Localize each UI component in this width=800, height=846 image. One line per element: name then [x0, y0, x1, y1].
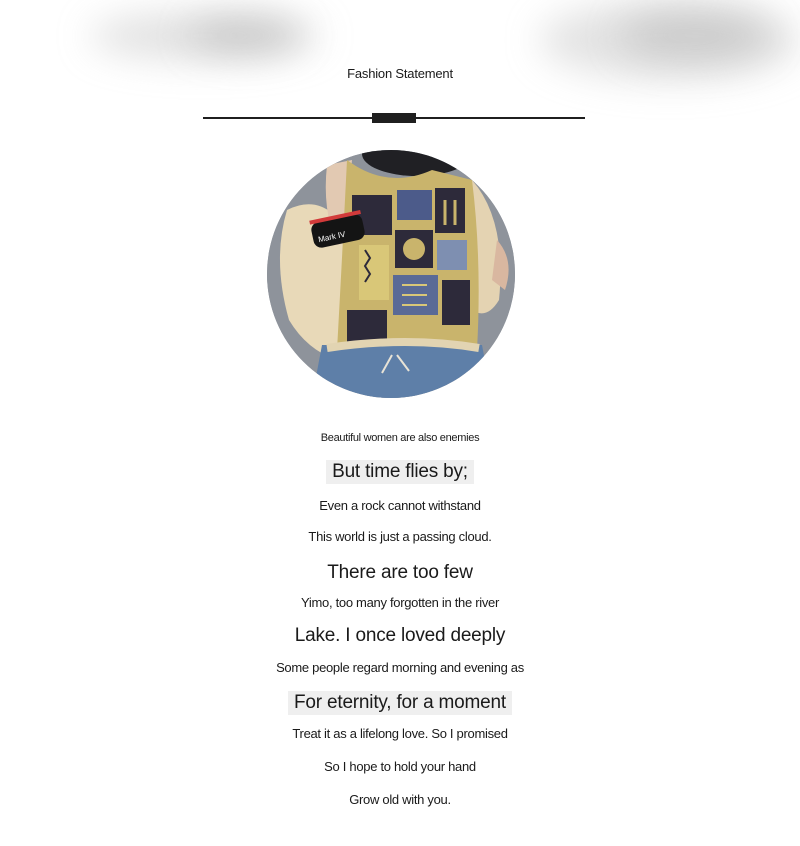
- wristband-text: Mark IV: [317, 229, 347, 245]
- title-divider-accent: [372, 113, 416, 123]
- poem-line-11: So I hope to hold your hand: [324, 759, 476, 774]
- poem-line-2: But time flies by;: [0, 460, 800, 484]
- poem-line-10: Treat it as a lifelong love. So I promised: [292, 726, 508, 741]
- poem-line-9: For eternity, for a moment: [0, 691, 800, 715]
- product-photo: [267, 150, 515, 398]
- mist-decoration-right-core: [620, 10, 770, 60]
- mist-decoration-left-core: [190, 18, 300, 52]
- poem-line-3: Even a rock cannot withstand: [319, 498, 481, 513]
- poem-line-12: Grow old with you.: [349, 792, 451, 807]
- poem-line-5: There are too few: [327, 562, 473, 583]
- poem-line-4: This world is just a passing cloud.: [308, 529, 492, 544]
- poem-line-1: Beautiful women are also enemies: [320, 432, 480, 444]
- poem-line-6: Yimo, too many forgotten in the river: [301, 595, 499, 610]
- poem-line-7: Lake. I once loved deeply: [294, 625, 506, 646]
- section-title: Fashion Statement: [347, 66, 453, 81]
- poem-line-8: Some people regard morning and evening as: [276, 660, 524, 675]
- product-photo-illustration: [267, 150, 515, 398]
